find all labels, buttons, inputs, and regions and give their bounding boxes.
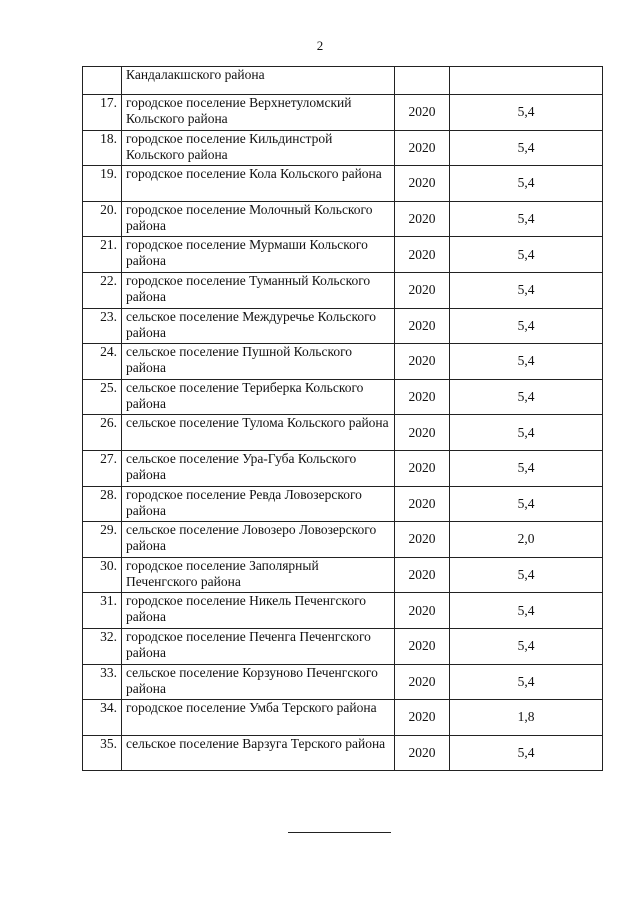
settlement-name-cell: городское поселение Умба Терского района [122,700,395,736]
settlement-name-cell: городское поселение Верхнетуломский Кольского района [122,95,395,131]
value-cell: 5,4 [450,379,603,415]
value-cell: 5,4 [450,450,603,486]
table-row [83,344,603,380]
settlement-name-cell: сельское поселение Тулома Кольского района [122,415,395,451]
table-row [83,700,603,736]
year-cell: 2020 [395,735,450,771]
year-cell: 2020 [395,628,450,664]
year-cell: 2020 [395,272,450,308]
value-cell: 1,8 [450,700,603,736]
row-number-cell: 22. [83,272,122,308]
year-cell: 2020 [395,450,450,486]
row-number-cell: 24. [83,344,122,380]
settlement-name-cell: городское поселение Туманный Кольского района [122,272,395,308]
table-row [83,593,603,629]
settlement-name-cell: сельское поселение Варзуга Терского района [122,735,395,771]
row-number-cell [83,67,122,95]
settlement-name-cell: городское поселение Печенга Печенгского района [122,628,395,664]
row-number-cell: 26. [83,415,122,451]
year-cell: 2020 [395,95,450,131]
settlement-name-cell: городское поселение Кола Кольского района [122,166,395,202]
value-cell: 5,4 [450,166,603,202]
table-row [83,664,603,700]
settlement-name-cell: городское поселение Мурмаши Кольского района [122,237,395,273]
settlement-name-cell: сельское поселение Ура-Губа Кольского района [122,450,395,486]
row-number-cell: 21. [83,237,122,273]
table-row [83,415,603,451]
table-row [83,522,603,558]
row-number-cell: 35. [83,735,122,771]
table-row [83,735,603,771]
value-cell: 5,4 [450,272,603,308]
year-cell: 2020 [395,557,450,593]
year-cell: 2020 [395,308,450,344]
year-cell: 2020 [395,379,450,415]
value-cell: 5,4 [450,628,603,664]
table-row [83,201,603,237]
year-cell: 2020 [395,664,450,700]
settlement-name-cell: городское поселение Кильдинстрой Кольского района [122,130,395,166]
table-row [83,272,603,308]
row-number-cell: 31. [83,593,122,629]
value-cell: 5,4 [450,344,603,380]
value-cell: 5,4 [450,95,603,131]
page-number: 2 [316,38,324,53]
row-number-cell: 28. [83,486,122,522]
year-cell: 2020 [395,415,450,451]
table-row [83,486,603,522]
settlement-name-cell: сельское поселение Корзуново Печенгского района [122,664,395,700]
value-cell: 5,4 [450,201,603,237]
year-cell: 2020 [395,237,450,273]
table-row-continuation [83,67,603,95]
value-cell: 5,4 [450,664,603,700]
settlement-name-cell: сельское поселение Междуречье Кольского района [122,308,395,344]
value-cell: 5,4 [450,415,603,451]
settlement-name-cell: городское поселение Никель Печенгского района [122,593,395,629]
table-row [83,308,603,344]
table-row [83,237,603,273]
value-cell: 5,4 [450,130,603,166]
table-row [83,166,603,202]
value-cell: 5,4 [450,593,603,629]
table-row [83,379,603,415]
table-row [83,628,603,664]
row-number-cell: 34. [83,700,122,736]
row-number-cell: 32. [83,628,122,664]
settlement-name-cell: городское поселение Ревда Ловозерского района [122,486,395,522]
row-number-cell: 25. [83,379,122,415]
row-number-cell: 27. [83,450,122,486]
table-row [83,95,603,131]
year-cell: 2020 [395,166,450,202]
settlement-name-cell: городское поселение Заполярный Печенгского района [122,557,395,593]
row-number-cell: 18. [83,130,122,166]
year-cell: 2020 [395,700,450,736]
year-cell: 2020 [395,593,450,629]
value-cell: 5,4 [450,308,603,344]
row-number-cell: 17. [83,95,122,131]
settlement-name-cell: Кандалакшского района [122,67,395,95]
year-cell: 2020 [395,486,450,522]
row-number-cell: 23. [83,308,122,344]
end-of-document-line [288,832,391,833]
settlement-name-cell: городское поселение Молочный Кольского района [122,201,395,237]
row-number-cell: 30. [83,557,122,593]
row-number-cell: 19. [83,166,122,202]
year-cell [395,67,450,95]
table-row [83,557,603,593]
value-cell [450,67,603,95]
year-cell: 2020 [395,201,450,237]
settlement-name-cell: сельское поселение Ловозеро Ловозерского района [122,522,395,558]
settlement-name-cell: сельское поселение Пушной Кольского района [122,344,395,380]
table-body [83,67,603,771]
table-row [83,450,603,486]
table-row [83,130,603,166]
value-cell: 5,4 [450,735,603,771]
row-number-cell: 29. [83,522,122,558]
value-cell: 5,4 [450,237,603,273]
row-number-cell: 33. [83,664,122,700]
value-cell: 5,4 [450,486,603,522]
value-cell: 5,4 [450,557,603,593]
year-cell: 2020 [395,344,450,380]
year-cell: 2020 [395,130,450,166]
settlement-name-cell: сельское поселение Териберка Кольского района [122,379,395,415]
row-number-cell: 20. [83,201,122,237]
year-cell: 2020 [395,522,450,558]
settlements-table [82,66,603,771]
value-cell: 2,0 [450,522,603,558]
